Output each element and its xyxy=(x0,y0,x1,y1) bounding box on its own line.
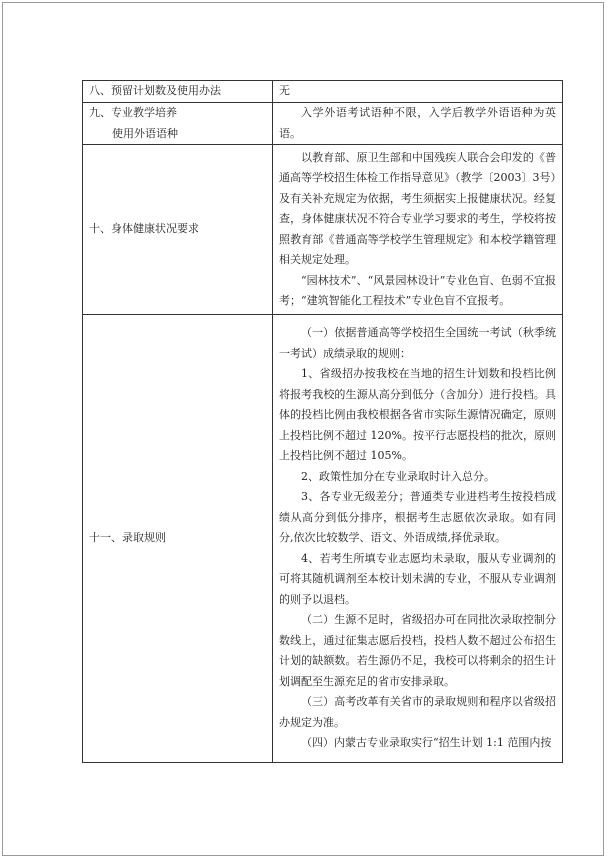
table-row xyxy=(83,103,563,145)
paragraph: （四）内蒙古专业录取实行“招生计划 1:1 范围内按 xyxy=(301,736,552,750)
row-label-admission-rules: 十一、录取规则 xyxy=(83,315,273,763)
row-value-health-requirements xyxy=(273,145,563,315)
admission-rules-table xyxy=(82,80,563,763)
paragraph: “园林技术”、“风景园林设计”专业色盲、色弱不宜报考；“建筑智能化工程技术”专业色盲不宜报考。 xyxy=(279,273,556,307)
table-row xyxy=(83,145,563,315)
paragraph: 2、政策性加分在专业录取时计入总分。 xyxy=(301,469,495,483)
paragraph: 1、省级招办按我校在当地的招生计划数和投档比例将报考我校的生源从高分到低分（含加分）进行投档。具体的投档比例由我校根据各省市实际生源情况确定，原则上投档比例不超过 120%。按平行志愿投档的批次，原则上投档比例不超过 105%。 xyxy=(279,367,556,463)
table-row xyxy=(83,315,563,763)
row-value-admission-rules xyxy=(273,315,563,763)
row-label-reserved-plan: 八、预留计划数及使用办法 xyxy=(83,81,273,103)
paragraph: （一）依据普通高等学校招生全国统一考试（秋季统一考试）成绩录取的规则： xyxy=(279,326,556,360)
paragraph: 以教育部、原卫生部和中国残疾人联合会印发的《普通高等学校招生体检工作指导意见》（教学〔2003〕3号）及有关补充规定为依据，考生须据实上报健康状况。经复查，身体健康状况不符合专业学习要求的考生，学校将按照教育部《普通高等学校学生管理规定》和本校学籍管理相关规定处理。 xyxy=(279,150,556,266)
document-page xyxy=(2,2,604,856)
row-label-health-requirements: 十、身体健康状况要求 xyxy=(83,145,273,315)
row-label-foreign-language xyxy=(83,103,273,145)
row-value-reserved-plan: 无 xyxy=(273,81,563,103)
row-value-foreign-language xyxy=(273,103,563,145)
label-line-1: 九、专业教学培养 xyxy=(89,106,177,119)
paragraph: 3、各专业无级差分；普通类专业进档考生按投档成绩从高分到低分排序，根据考生志愿依次录取。如有同分,依次比较数学、语文、外语成绩,择优录取。 xyxy=(279,490,556,545)
paragraph: （二）生源不足时，省级招办可在同批次录取控制分数线上，通过征集志愿后投档，投档人数不超过公布招生计划的缺额数。若生源仍不足，我校可以将剩余的招生计划调配至生源充足的省市安排录取。 xyxy=(279,613,556,688)
label-line-2: 使用外语语种 xyxy=(112,126,178,140)
paragraph: 4、若考生所填专业志愿均未录取，服从专业调剂的可将其随机调剂至本校计划未满的专业，不服从专业调剂的则予以退档。 xyxy=(279,551,556,606)
paragraph: （三）高考改革有关省市的录取规则和程序以省级招办规定为准。 xyxy=(279,695,556,729)
paragraph: 入学外语考试语种不限，入学后教学外语语种为英语。 xyxy=(279,106,556,140)
table-row xyxy=(83,81,563,103)
